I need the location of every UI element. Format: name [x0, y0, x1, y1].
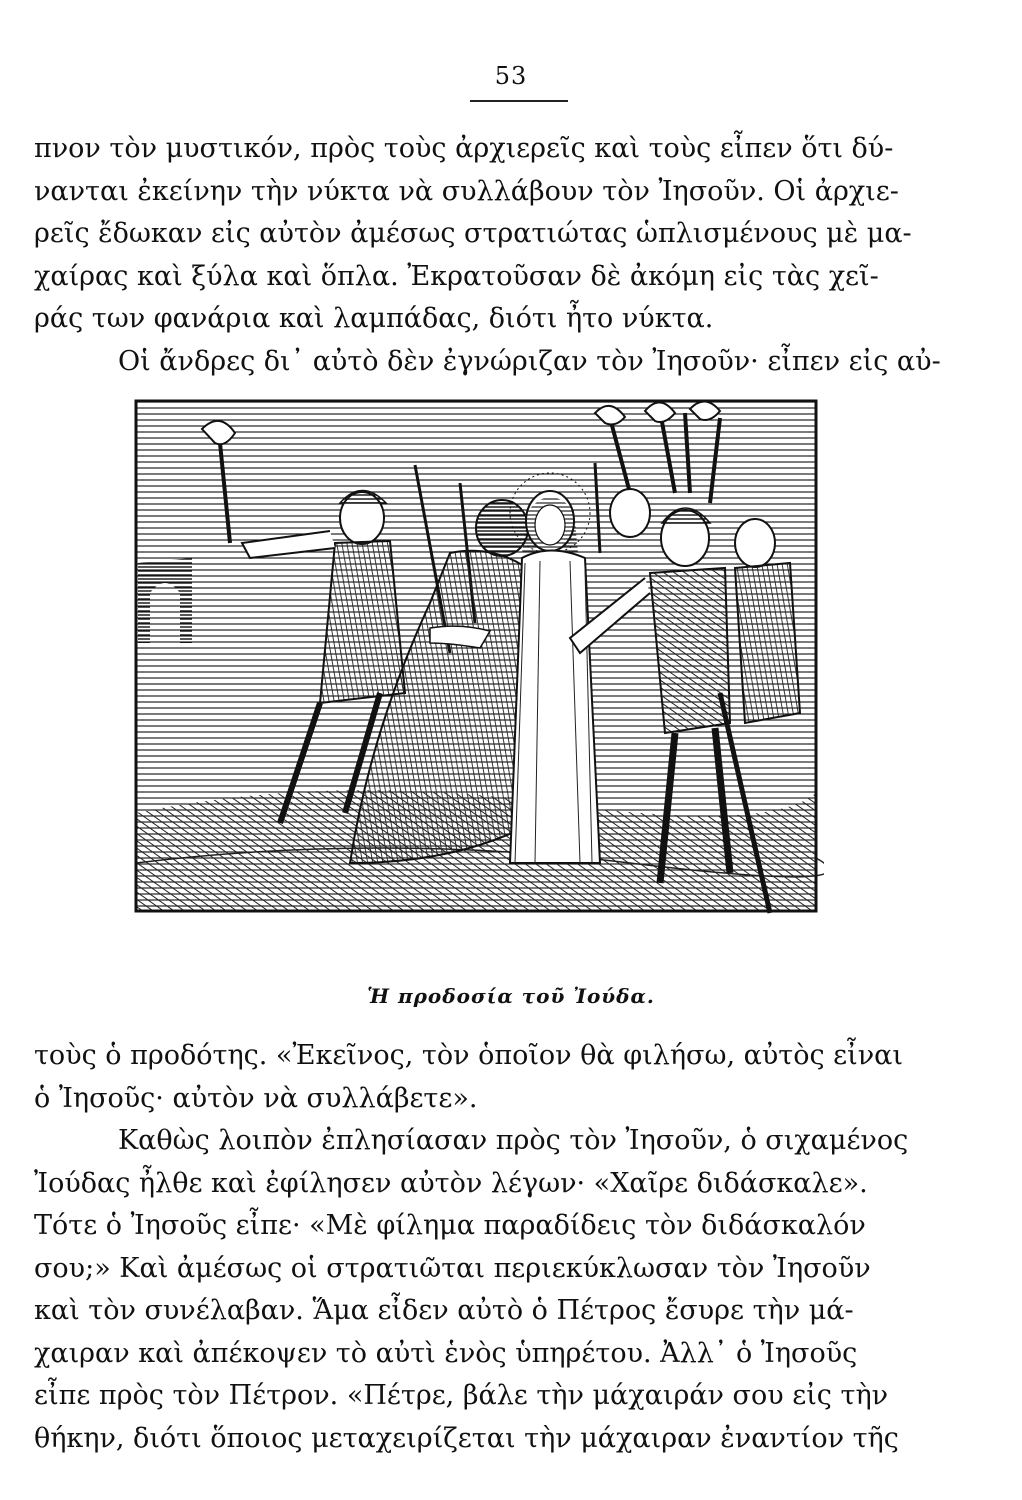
text-line: Οἱ ἄνδρες δι᾽ αὐτὸ δὲν ἐγνώριζαν τὸν Ἰησοῦν· εἶπεν εἰς αὐ-: [118, 345, 941, 377]
figure-caption: Ἡ προδοσία τοῦ Ἰούδα.: [367, 984, 655, 1008]
text-line: καὶ τὸν συνέλαβαν. Ἅμα εἶδεν αὐτὸ ὁ Πέτρος ἔσυρε τὴν μά-: [34, 1295, 854, 1326]
text-line: ρεῖς ἔδωκαν εἰς αὐτὸν ἀμέσως στρατιώτας ὡπλισμένους μὲ μα-: [34, 218, 912, 249]
text-line: σου;» Καὶ ἀμέσως οἱ στρατιῶται περιεκύκλωσαν τὸν Ἰησοῦν: [34, 1252, 871, 1284]
header-rule: [470, 100, 568, 102]
text-line: πνον τὸν μυστικόν, πρὸς τοὺς ἀρχιερεῖς καὶ τοὺς εἶπεν ὅτι δύ-: [34, 133, 894, 164]
text-line: τοὺς ὁ προδότης. «Ἐκεῖνος, τὸν ὁποῖον θὰ φιλήσω, αὐτὸς εἶναι: [34, 1040, 903, 1071]
text-line: Τότε ὁ Ἰησοῦς εἶπε· «Μὲ φίλημα παραδίδεις τὸν διδάσκαλόν: [34, 1210, 866, 1241]
text-line: νανται ἐκείνην τὴν νύκτα νὰ συλλάβουν τὸν Ἰησοῦν. Οἱ ἀρχιε-: [34, 175, 899, 207]
text-line: ράς των φανάρια καὶ λαμπάδας, διότι ἦτο νύκτα.: [34, 303, 714, 334]
text-line: Ἰούδας ἦλθε καὶ ἐφίλησεν αὐτὸν λέγων· «Χαῖρε διδάσκαλε».: [34, 1167, 868, 1199]
paragraph-bottom: [34, 1035, 954, 1460]
text-line: ὁ Ἰησοῦς· αὐτὸν νὰ συλλάβετε».: [34, 1082, 478, 1114]
text-line: χαιραν καὶ ἀπέκοψεν τὸ αὐτὶ ἑνὸς ὑπηρέτου. Ἀλλ᾽ ὁ Ἰησοῦς: [34, 1337, 858, 1369]
text-line: θήκην, διότι ὅποιος μεταχειρίζεται τὴν μάχαιραν ἐναντίον τῆς: [34, 1422, 899, 1454]
paragraph-top: [34, 128, 954, 383]
engraving-illustration: [130, 393, 824, 918]
text-line: εἶπε πρὸς τὸν Πέτρον. «Πέτρε, βάλε τὴν μάχαιράν σου εἰς τὴν: [34, 1380, 889, 1411]
page-number: 53: [494, 62, 528, 90]
text-line: χαίρας καὶ ξύλα καὶ ὅπλα. Ἐκρατοῦσαν δὲ ἀκόμη εἰς τὰς χεῖ-: [34, 260, 879, 292]
text-line: Καθὼς λοιπὸν ἐπλησίασαν πρὸς τὸν Ἰησοῦν, ὁ σιχαμένος: [118, 1125, 909, 1156]
